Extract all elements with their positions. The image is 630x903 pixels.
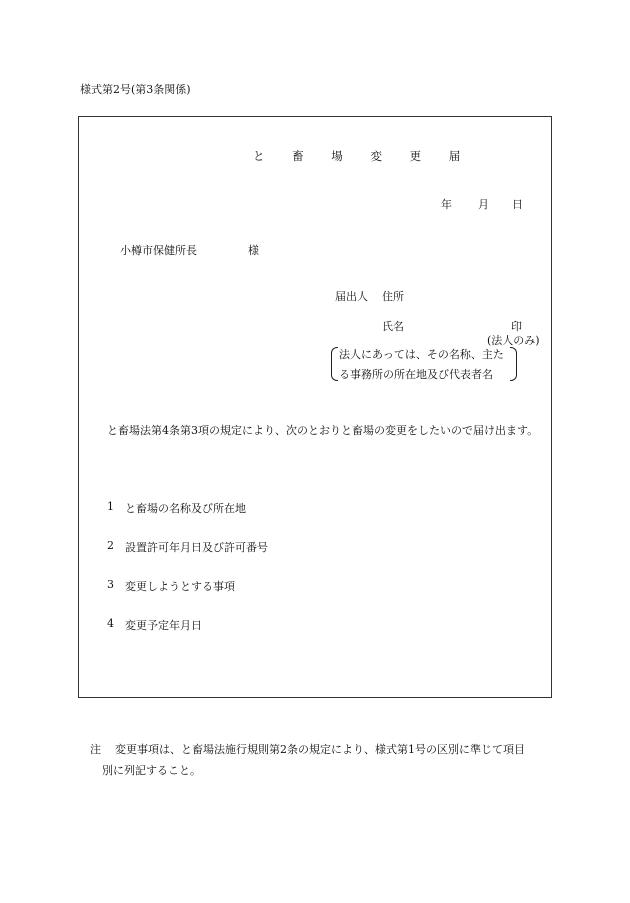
- date-month-label: 月: [478, 198, 489, 211]
- form-title: と 畜 場 変 更 届: [253, 149, 473, 163]
- addressee-name: 小樽市保健所長: [120, 244, 197, 257]
- item-4-number: 4: [107, 617, 114, 630]
- item-3-label: 変更しようとする事項: [125, 580, 235, 593]
- footnote-marker: 注: [90, 743, 101, 756]
- bracket-left: [331, 347, 338, 381]
- date-year-label: 年: [441, 198, 452, 211]
- addressee-honorific: 様: [248, 244, 259, 257]
- footnote-line1: [90, 739, 560, 760]
- body-text: [87, 420, 547, 441]
- item-2-number: 2: [107, 539, 114, 552]
- applicant-name-label: 氏名: [382, 320, 404, 333]
- footnote: [90, 739, 560, 781]
- date-day-label: 日: [512, 198, 523, 211]
- seal-note: (法人のみ): [487, 334, 540, 347]
- body-text-content: と畜場法第4条第3項の規定により、次のとおりと畜場の変更をしたいので届け出ます。: [107, 424, 539, 437]
- corporate-note-line2: る事務所の所在地及び代表者名: [339, 368, 493, 381]
- item-1-number: 1: [107, 500, 114, 513]
- corporate-note-line1: 法人にあっては、その名称、主た: [339, 348, 504, 361]
- item-4-label: 変更予定年月日: [125, 619, 202, 632]
- footnote-text-line1: 変更事項は、と畜場法施行規則第2条の規定により、様式第1号の区別に準じて項目: [115, 743, 525, 756]
- item-3-number: 3: [107, 578, 114, 591]
- footnote-text-line2: 別に列記すること。: [102, 764, 201, 777]
- applicant-label: 届出人: [335, 290, 368, 303]
- form-number: 様式第2号(第3条関係): [80, 83, 191, 96]
- bracket-right: [510, 347, 517, 381]
- seal-mark: 印: [511, 320, 522, 333]
- item-2-label: 設置許可年月日及び許可番号: [125, 541, 268, 554]
- item-1-label: と畜場の名称及び所在地: [125, 502, 246, 515]
- applicant-address-label: 住所: [382, 290, 404, 303]
- corporate-note: [331, 345, 517, 381]
